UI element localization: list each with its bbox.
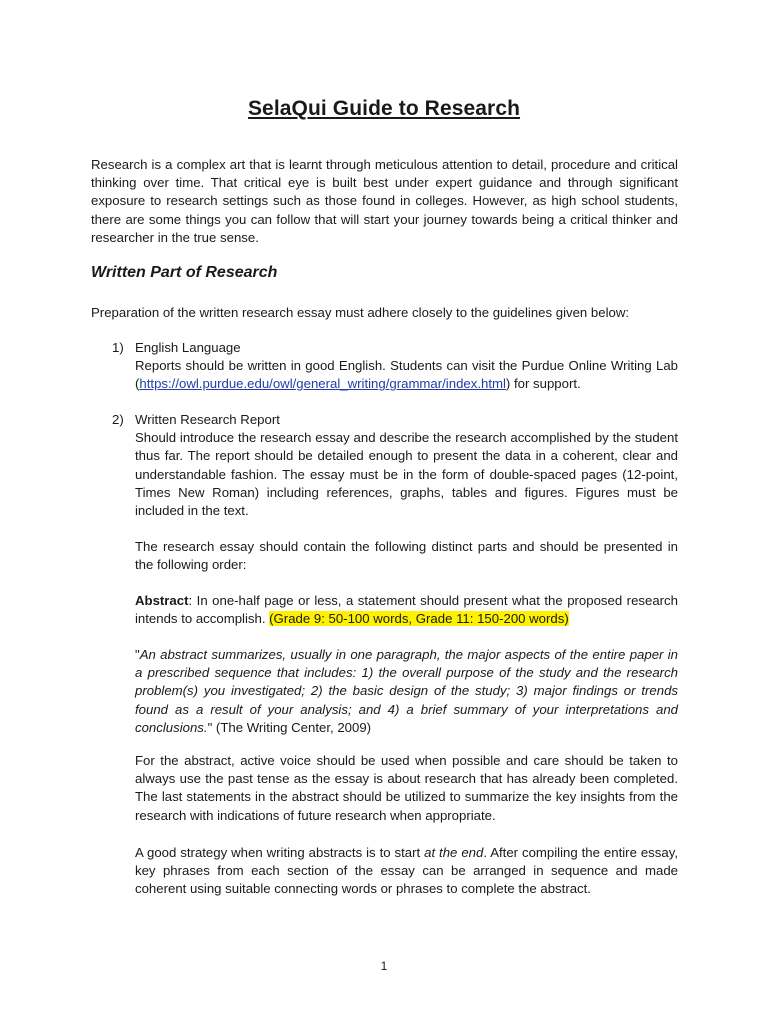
word-limit-highlight: (Grade 9: 50-100 words, Grade 11: 150-200 words) [269, 611, 569, 627]
list-item-heading: Written Research Report [135, 412, 280, 427]
purdue-owl-link[interactable]: https://owl.purdue.edu/owl/general_writing/grammar/index.html [139, 376, 506, 392]
order-paragraph: The research essay should contain the following distinct parts and should be presented in the following order: [135, 539, 678, 573]
preparation-paragraph: Preparation of the written research essay must adhere closely to the guidelines given below: [91, 305, 630, 320]
list-number: 1) [112, 340, 124, 355]
list-item-body [135, 411, 678, 520]
quote-citation: " (The Writing Center, 2009) [207, 719, 372, 735]
quote-italic-text: An abstract summarizes, usually in one paragraph, the major aspects of the entire paper in a prescribed sequence that includes: 1) the overall purpose of the study and the research problem(s) you investigated; 2) the basic design of the study; 3) major findings or trends found as a result of your analysis; and 4) a brief summary of your interpretations and conclusions. [135, 647, 678, 735]
voice-paragraph: For the abstract, active voice should be used when possible and care should be taken to always use the past tense as the essay is about research that has already been completed. The last statements in the abstract should be utilized to summarize the key insights from the research with indications of future research when appropriate. [135, 753, 678, 823]
list-item-heading: English Language [135, 340, 241, 355]
written-report-text: Should introduce the research essay and describe the research accomplished by the student thus far. The report should be detailed enough to present the data in a coherent, clear and understandable fashion. The essay must be in the form of double-spaced pages (12-point, Times New Roman) including references, graphs, tables and figures. Figures must be included in the text. [135, 430, 678, 519]
quote-paragraph [135, 646, 678, 737]
intro-paragraph: Research is a complex art that is learnt through meticulous attention to detail, procedure and critical thinking over time. That critical eye is built best under expert guidance and through significant exposure to research settings such as those found in colleges. However, as high school students, there are some things you can follow that will start your journey towards being a critical thinker and researcher in the true sense. [91, 157, 678, 245]
document-title: SelaQui Guide to Research [247, 97, 521, 120]
strategy-before: A good strategy when writing abstracts is to start [135, 845, 425, 860]
quote-open: " [135, 647, 140, 662]
list-item-body [135, 339, 678, 394]
abstract-paragraph [135, 592, 678, 628]
list-number: 2) [112, 412, 124, 427]
abstract-label: Abstract [135, 593, 189, 608]
strategy-paragraph [135, 844, 678, 899]
section-heading: Written Part of Research [91, 264, 278, 281]
page-number: 1 [380, 959, 388, 973]
abstract-text: : In one-half page or less, a statement should present what the proposed research intends to accomplish. [135, 593, 678, 627]
strategy-italic: at the end [424, 845, 484, 860]
english-text-after: ) for support. [505, 376, 581, 392]
english-language-text [135, 357, 678, 393]
english-text-before: Reports should be written in good English. Students can visit the Purdue Online Writing Lab ( [135, 358, 678, 392]
strategy-after: . After compiling the entire essay, key phrases from each section of the essay can be arranged in sequence and made coherent using suitable connecting words or phrases to complete the abstract. [135, 845, 678, 897]
